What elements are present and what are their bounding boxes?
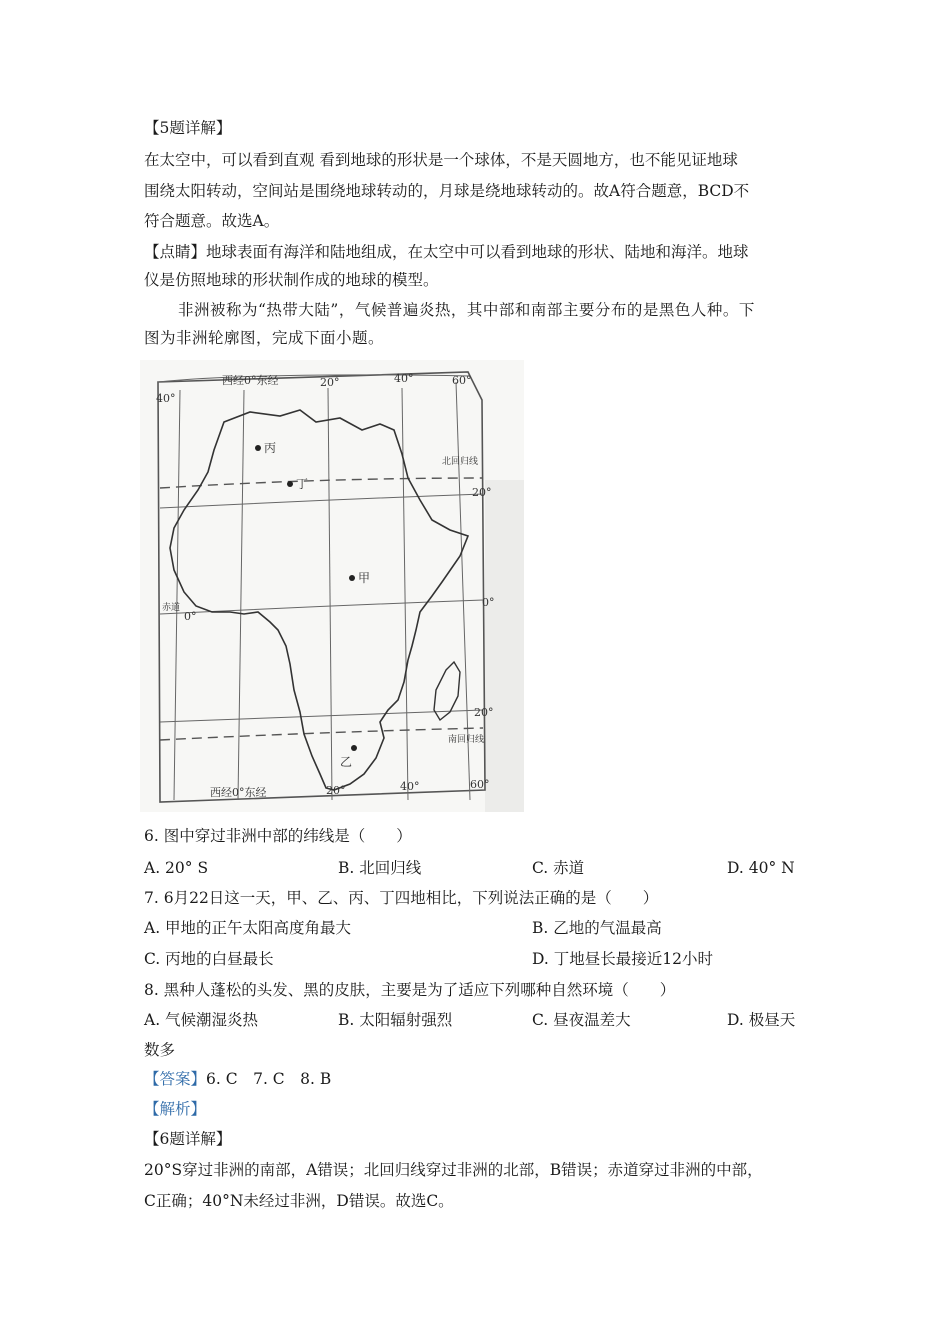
q6-option-a: A. 20° S <box>144 859 209 877</box>
lon-40-bottom-label: 40° <box>400 780 420 793</box>
section5-heading: 【5题详解】 <box>144 119 232 137</box>
tropic-capricorn-label: 南回归线 <box>448 735 485 745</box>
point-ding-label: 丁 <box>296 477 309 491</box>
q6-option-d: D. 40° N <box>727 859 795 877</box>
map-scan-shadow <box>485 480 524 812</box>
lat-20n-label: 20° <box>472 486 492 499</box>
section5-line3: 符合题意。故选A。 <box>144 212 280 230</box>
lon-60-bottom-label: 60° <box>470 778 490 791</box>
section5-line1: 在太空中，可以看到直观 看到地球的形状是一个球体，不是天圆地方，也不能见证地球 <box>144 151 738 169</box>
point-jia-label: 甲 <box>358 571 371 585</box>
lon-20-label: 20° <box>320 376 340 389</box>
q8-stem: 8. 黑种人蓬松的头发、黑的皮肤，主要是为了适应下列哪种自然环境（ ） <box>144 981 676 999</box>
lat-20s-label: 20° <box>474 706 494 719</box>
point-ding-dot <box>287 481 293 487</box>
intro-line1: 非洲被称为“热带大陆”，气候普遍炎热，其中部和南部主要分布的是黑色人种。下 <box>178 301 755 319</box>
point-jia-dot <box>349 575 355 581</box>
q6-option-b: B. 北回归线 <box>338 859 422 877</box>
section6-line2: C正确；40°N未经过非洲，D错误。故选C。 <box>144 1192 454 1210</box>
answer-text: 6. C 7. C 8. B <box>206 1070 332 1088</box>
q7-option-a: A. 甲地的正午太阳高度角最大 <box>144 919 352 937</box>
lat-0-left-label: 0° <box>184 610 197 623</box>
tip-label: 【点睛】 <box>144 243 207 261</box>
q8-option-a: A. 气候潮湿炎热 <box>144 1011 259 1029</box>
q7-stem: 7. 6月22日这一天，甲、乙、丙、丁四地相比，下列说法正确的是（ ） <box>144 889 659 907</box>
africa-outline-map <box>140 360 524 812</box>
section5-tip-line1 <box>144 242 749 262</box>
q8-option-c: C. 昼夜温差大 <box>532 1011 631 1029</box>
intro-line2: 图为非洲轮廓图，完成下面小题。 <box>144 329 385 347</box>
lon-40-left-label: 40° <box>156 392 176 405</box>
section5-tip-line2: 仪是仿照地球的形状制作成的地球的模型。 <box>144 271 439 289</box>
analysis-label: 【解析】 <box>144 1100 207 1118</box>
section6-heading: 【6题详解】 <box>144 1130 232 1148</box>
point-bing-label: 丙 <box>264 441 277 455</box>
lon-40-label: 40° <box>394 372 414 385</box>
point-bing-dot <box>255 445 261 451</box>
lon-60-label: 60° <box>452 374 472 387</box>
answer-label: 【答案】 <box>144 1070 207 1088</box>
tip-text: 地球表面有海洋和陆地组成，在太空中可以看到地球的形状、陆地和海洋。地球 <box>206 243 749 261</box>
lat-0-right-label: 0° <box>482 596 495 609</box>
q7-option-d: D. 丁地昼长最接近12小时 <box>532 950 713 968</box>
section6-line1: 20°S穿过非洲的南部，A错误；北回归线穿过非洲的北部，B错误；赤道穿过非洲的中部， <box>144 1161 763 1179</box>
tropic-cancer-label: 北回归线 <box>442 457 479 467</box>
q8-option-b: B. 太阳辐射强烈 <box>338 1011 453 1029</box>
q8-option-d: D. 极昼天 <box>727 1011 796 1029</box>
bottom-meridian-label: 西经0°东经 <box>210 786 267 799</box>
equator-label: 赤道 <box>162 603 181 613</box>
point-yi-dot <box>351 745 357 751</box>
top-meridian-label: 西经0°东经 <box>222 374 279 387</box>
answer-line <box>144 1069 331 1089</box>
q6-option-c: C. 赤道 <box>532 859 585 877</box>
point-yi-label: 乙 <box>340 755 353 769</box>
section5-line2: 围绕太阳转动，空间站是围绕地球转动的，月球是绕地球转动的。故A符合题意，BCD不 <box>144 182 750 200</box>
q7-option-b: B. 乙地的气温最高 <box>532 919 662 937</box>
q8-option-d-continued: 数多 <box>144 1041 176 1059</box>
lon-20-bottom-label: 20° <box>326 784 346 797</box>
q7-option-c: C. 丙地的白昼最长 <box>144 950 274 968</box>
q6-stem: 6. 图中穿过非洲中部的纬线是（ ） <box>144 827 412 845</box>
